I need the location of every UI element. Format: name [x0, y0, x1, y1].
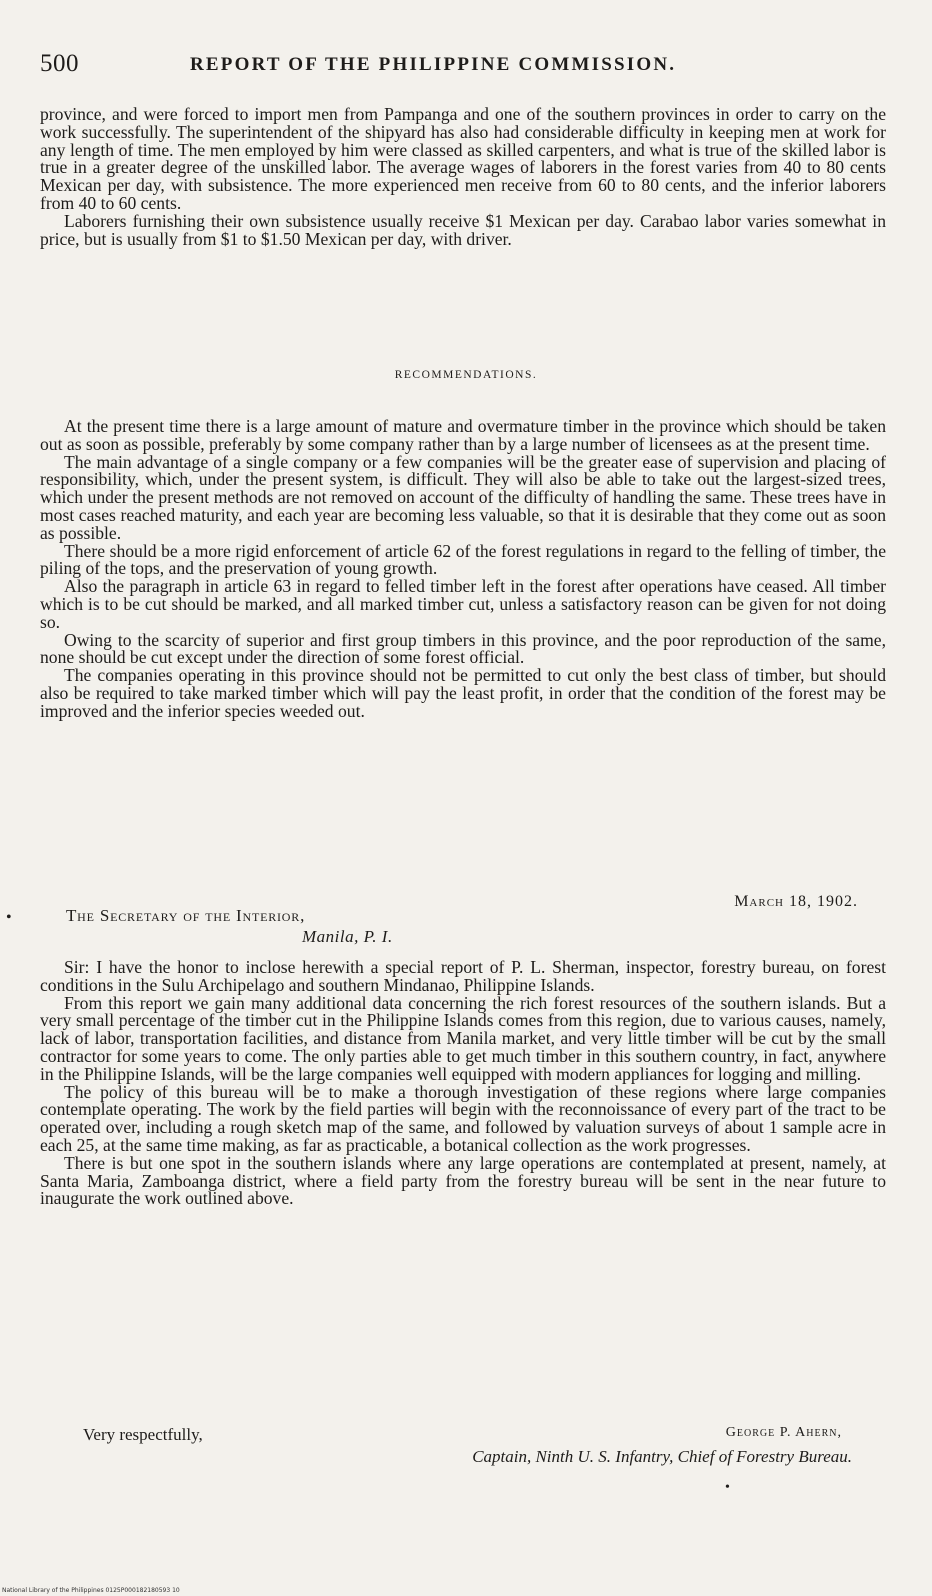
signer-title: Captain, Ninth U. S. Infantry, Chief of Forestry Bureau.: [472, 1447, 852, 1466]
section-heading: RECOMMENDATIONS.: [394, 369, 538, 381]
running-head: REPORT OF THE PHILIPPINE COMMISSION.: [190, 54, 677, 75]
recommendation-paragraph-3: There should be a more rigid enforcement of article 62 of the forest regulations in regard to the felling of timber, the piling of the tops, and the preservation of young growth.: [40, 540, 886, 579]
archive-credit: National Library of the Philippines 0125P000182180593 10: [2, 1587, 180, 1594]
letter-paragraph-2: From this report we gain many additional data concerning the rich forest resources of the southern islands. But a very small percentage of the timber cut in the Philippine Islands comes from this region, due to various causes, namely, lack of labor, transportation facilities, and distance from Manila market, and very little timber will be cut by the small contractor for some years to come. The only parties able to get much timber in this southern country, in fact, anywhere in the Philippine Islands, will be the large companies well equipped with modern appliances for logging and milling.: [40, 992, 886, 1084]
recommendation-paragraph-5: Owing to the scarcity of superior and first group timbers in this province, and the poor reproduction of the same, none should be cut except under the direction of some forest official.: [40, 629, 886, 668]
intro-text-block: [40, 106, 886, 248]
letter-paragraph-1: Sir: I have the honor to inclose herewith a special report of P. L. Sherman, inspector, forestry bureau, on forest conditions in the Sulu Archipelago and southern Mindanao, Philippine Islands.: [40, 957, 886, 995]
stray-mark: •: [725, 1480, 730, 1495]
letter-paragraph-3: The policy of this bureau will be to make a thorough investigation of these regions where large companies contemplate operating. The work by the field parties will begin with the reconnoissance of every part of the tract to be operated over, including a rough sketch map of the same, and followed by valuation surveys of about 1 sample acre in each 25, at the same time making, as far as practicable, a botanical collection as the work progresses.: [40, 1081, 886, 1155]
intro-paragraph-2: Laborers furnishing their own subsistence usually receive $1 Mexican per day. Carabao labor varies somewhat in price, but is usually from $1 to $1.50 Mexican per day, with driver.: [40, 210, 886, 249]
recommendations-text-block: [40, 418, 886, 721]
letter-text-block: [40, 959, 886, 1208]
page-number: 500: [40, 50, 79, 77]
recommendation-paragraph-6: The companies operating in this province should not be permitted to cut only the best class of timber, but should also be required to take marked timber which will pay the least profit, in order that the condition of the forest may be improved and the inferior species weeded out.: [40, 665, 886, 721]
letter-addressee: The Secretary of the Interior,: [66, 906, 306, 925]
letter-paragraph-4: There is but one spot in the southern islands where any large operations are contemplated at present, namely, at Santa Maria, Zamboanga district, where a field party from the forestry bureau will be sent in the near future to inaugurate the work outlined above.: [40, 1152, 886, 1209]
recommendation-paragraph-2: The main advantage of a single company or a few companies will be the greater ease of supervision and placing of responsibility, which, under the present system, is difficult. They will also be able to take out the largest-sized trees, which under the present methods are not removed on account of the difficulty of handling the same. These trees have in most cases reached maturity, and each year are becoming less valuable, so that it is desirable that they come out as soon as possible.: [40, 451, 886, 543]
recommendation-paragraph-4: Also the paragraph in article 63 in regard to felled timber left in the forest after operations have ceased. All timber which is to be cut should be marked, and all marked timber cut, unless a satisfactory reason can be given for not doing so.: [40, 576, 886, 632]
letter-signer: George P. Ahern,: [725, 1425, 842, 1440]
recommendation-paragraph-1: At the present time there is a large amount of mature and overmature timber in the province which should be taken out as soon as possible, preferably by some company rather than by a large number of licensees as at the present time.: [40, 416, 886, 454]
letter-closing: Very respectfully,: [83, 1425, 203, 1444]
margin-mark: •: [6, 909, 12, 926]
letter-location: Manila, P. I.: [302, 927, 393, 946]
intro-paragraph-1: province, and were forced to import men from Pampanga and one of the southern provinces in order to carry on the work successfully. The superintendent of the shipyard has also had considerable difficulty in keeping men at work for any length of time. The men employed by him were classed as skilled carpenters, and what is true of the skilled labor is true in a greater degree of the unskilled labor. The average wages of laborers in the forest varies from 40 to 80 cents Mexican per day, with subsistence. The more experienced men receive from 60 to 80 cents, and the inferior laborers from 40 to 60 cents.: [40, 104, 886, 213]
letter-date: March 18, 1902.: [734, 893, 858, 910]
page-header: [40, 50, 892, 86]
